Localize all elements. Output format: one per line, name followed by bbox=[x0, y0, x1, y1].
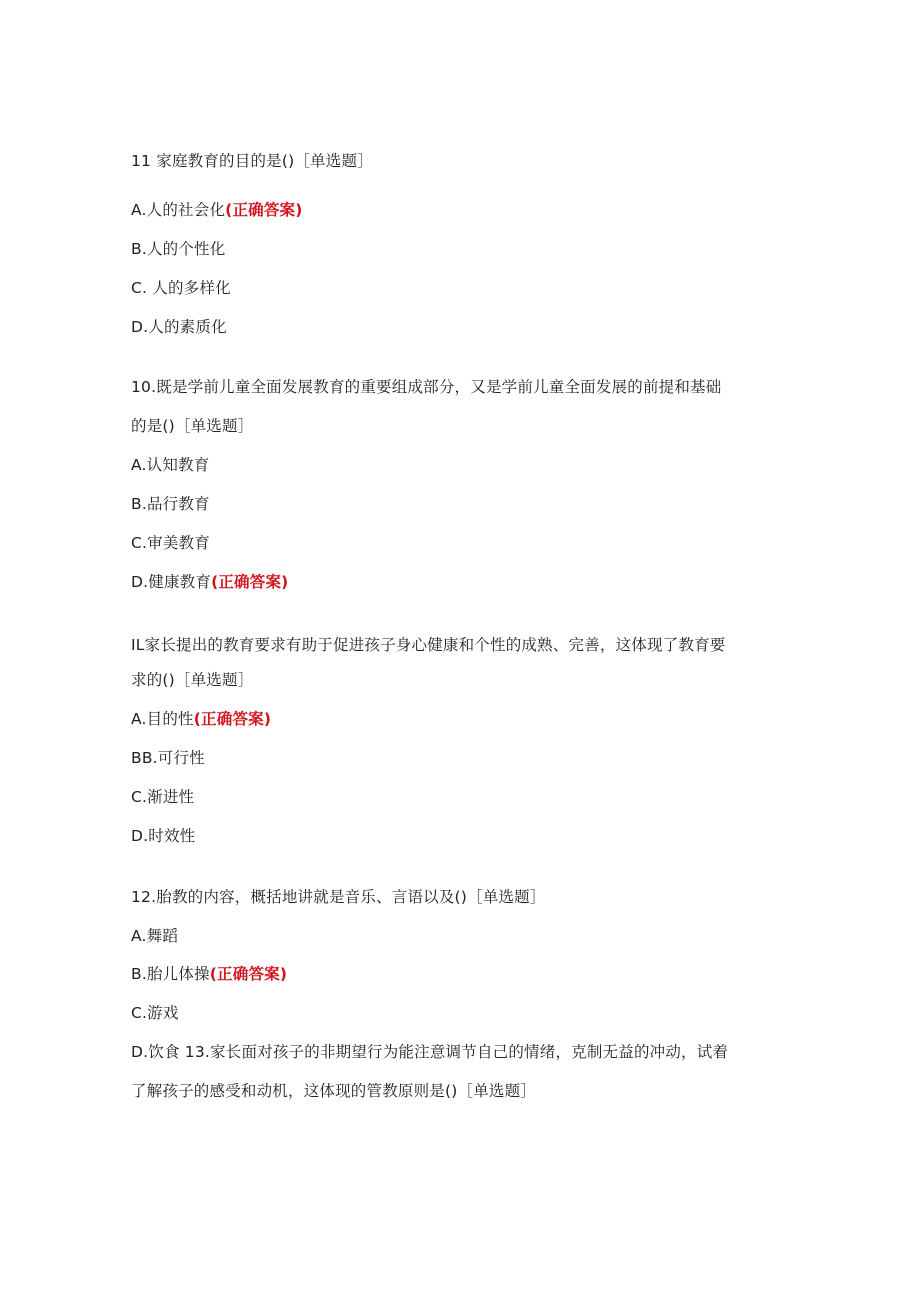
question-2-option-b bbox=[131, 493, 791, 515]
option-text: A.舞蹈 bbox=[131, 927, 179, 945]
question-4-option-b bbox=[131, 963, 791, 985]
option-text: D.人的素质化 bbox=[131, 318, 227, 336]
option-text: C.审美教育 bbox=[131, 534, 210, 552]
option-text: C.渐进性 bbox=[131, 788, 195, 806]
question-1-stem: 11 家庭教育的目的是()［单选题］ bbox=[131, 152, 373, 170]
option-text: D.健康教育 bbox=[131, 573, 212, 591]
option-text: BB.可行性 bbox=[131, 749, 205, 767]
question-1-option-c bbox=[131, 277, 791, 299]
question-3-option-d bbox=[131, 825, 791, 847]
correct-answer-tag: (正确答案) bbox=[211, 573, 289, 591]
question-3-stem-line-1: IL家长提出的教育要求有助于促进孩子身心健康和个性的成熟、完善，这体现了教育要 bbox=[131, 636, 726, 654]
tail-line-2: 了解孩子的感受和动机，这体现的管教原则是()［单选题］ bbox=[131, 1082, 536, 1100]
question-2-stem-line-2: 的是()［单选题］ bbox=[131, 417, 254, 435]
correct-answer-tag: (正确答案) bbox=[225, 201, 303, 219]
option-text: D.时效性 bbox=[131, 827, 196, 845]
question-3-stem-line-2: 求的()［单选题］ bbox=[131, 671, 254, 689]
question-2-stem-line-1: 10.既是学前儿童全面发展教育的重要组成部分，又是学前儿童全面发展的前提和基础 bbox=[131, 378, 722, 396]
option-text: C. 人的多样化 bbox=[131, 279, 231, 297]
option-text: C.游戏 bbox=[131, 1004, 179, 1022]
option-text: A.目的性 bbox=[131, 710, 194, 728]
question-2-option-a bbox=[131, 454, 791, 476]
question-1-option-d bbox=[131, 316, 791, 338]
correct-answer-tag: (正确答案) bbox=[209, 965, 288, 983]
question-4-option-c bbox=[131, 1002, 791, 1024]
question-2-option-c bbox=[131, 532, 791, 554]
question-3-option-a bbox=[131, 708, 791, 730]
question-3-option-b bbox=[131, 747, 791, 769]
option-text: A.人的社会化 bbox=[131, 201, 226, 219]
question-4-option-a bbox=[131, 925, 791, 947]
question-1-option-b bbox=[131, 238, 791, 260]
correct-answer-tag: (正确答案) bbox=[193, 710, 272, 728]
question-2-option-d bbox=[131, 571, 791, 593]
option-text: B.品行教育 bbox=[131, 495, 210, 513]
option-text: B.胎儿体操 bbox=[131, 965, 210, 983]
question-3-option-c bbox=[131, 786, 791, 808]
option-text: A.认知教育 bbox=[131, 456, 210, 474]
option-text: B.人的个性化 bbox=[131, 240, 226, 258]
question-4-stem: 12.胎教的内容，概括地讲就是音乐、言语以及()［单选题］ bbox=[131, 888, 546, 906]
question-1-option-a bbox=[131, 199, 791, 221]
tail-line-1: D.饮食 13.家长面对孩子的非期望行为能注意调节自己的情绪，克制无益的冲动，试着 bbox=[131, 1043, 729, 1061]
